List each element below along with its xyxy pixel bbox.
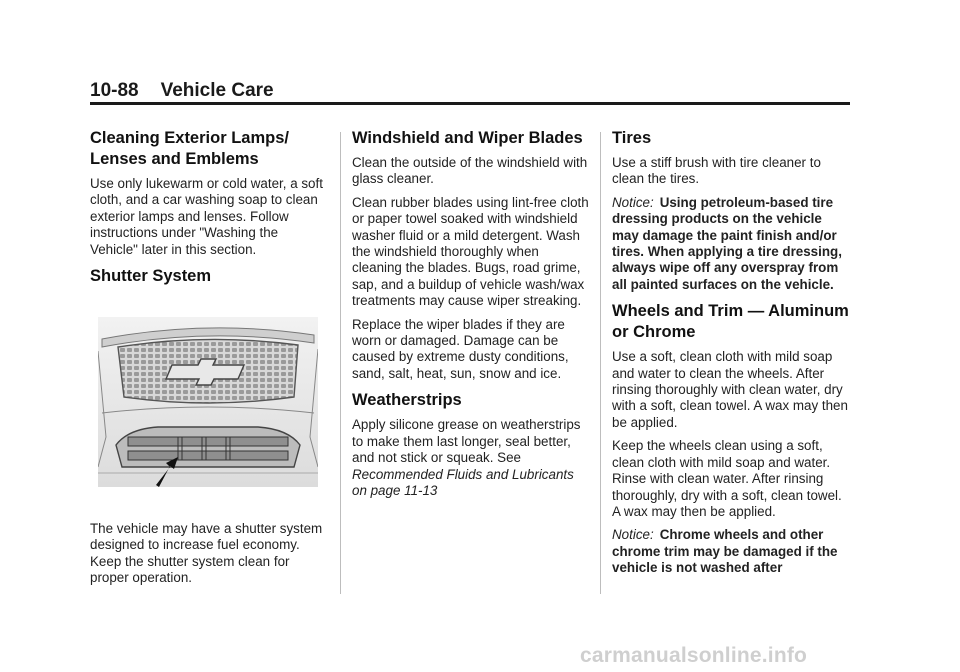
page-number: 10-88 [90,80,139,101]
windshield-paragraph-2: Clean rubber blades using lint-free cloth or paper towel soaked with windshield washer fluid or a mild detergent. Wash the windshield thoroughly when cleaning the blades. Bugs, road grime, sap, and a buildup of vehicle wash/wax treatments may cause wiper streaking. [352,194,589,309]
front-grille-drawing [98,317,318,487]
tires-notice [612,195,852,293]
shutter-illustration [98,317,318,487]
windshield-paragraph-1: Clean the outside of the windshield with glass cleaner. [352,155,588,187]
section-title: Vehicle Care [160,80,274,101]
column-1 [90,128,326,594]
windshield-heading: Windshield and Wiper Blades [352,129,583,147]
wheels-paragraph-1: Use a soft, clean cloth with mild soap and water to clean the wheels. After rinsing thoroughly with clean water, dry with a soft, clean towel. A wax may then be applied. [612,349,848,430]
wheels-notice-text: Chrome wheels and other chrome trim may be damaged if the vehicle is not washed after [612,527,838,576]
column-divider-1 [340,132,341,594]
column-divider-2 [600,132,601,594]
lamps-text: Use only lukewarm or cold water, a soft cloth, and a car washing soap to clean exterior lamps and lenses. Follow instructions under "Washing the Vehicle" later in this section. [90,176,323,257]
wheels-paragraph-2: Keep the wheels clean using a soft, clean cloth with mild soap and water. Rinse with clean water. After rinsing thoroughly, dry with a soft, clean towel. A wax may then be applied. [612,438,842,519]
tires-notice-text: Using petroleum-based tire dressing products on the vehicle may damage the paint finish and/or tires. When applying a tire dressing, always wipe off any overspray from all painted surfaces on the vehicle. [612,194,842,292]
shutter-text: The vehicle may have a shutter system designed to increase fuel economy. Keep the shutter system clean for proper operation. [90,521,323,586]
tires-text: Use a stiff brush with tire cleaner to clean the tires. [612,155,821,187]
watermark: carmanualsonline.info [580,644,808,667]
shutter-heading: Shutter System [90,267,212,286]
wheels-heading: Wheels and Trim — Aluminum or Chrome [612,302,849,342]
weatherstrips-text-main: Apply silicone grease on weatherstrips to make them last longer, seal better, and not stick or squeak. See [352,417,581,466]
fluids-reference-link[interactable]: Recommended Fluids and Lubricants on page 11-13 [352,466,574,498]
notice-label: Notice: [612,194,654,210]
tires-heading: Tires [612,129,652,147]
lamps-heading: Cleaning Exterior Lamps/ Lenses and Emblems [90,129,289,168]
windshield-paragraph-3: Replace the wiper blades if they are worn or damaged. Damage can be caused by extreme dusty conditions, sand, salt, heat, sun, snow and ice. [352,316,569,381]
page-header [90,80,850,102]
weatherstrips-text [352,417,592,499]
column-2 [352,128,592,506]
header-rule [90,102,850,105]
column-3 [612,128,852,584]
wheels-notice [612,527,852,576]
notice-label: Notice: [612,527,654,543]
weatherstrips-heading: Weatherstrips [352,391,462,410]
